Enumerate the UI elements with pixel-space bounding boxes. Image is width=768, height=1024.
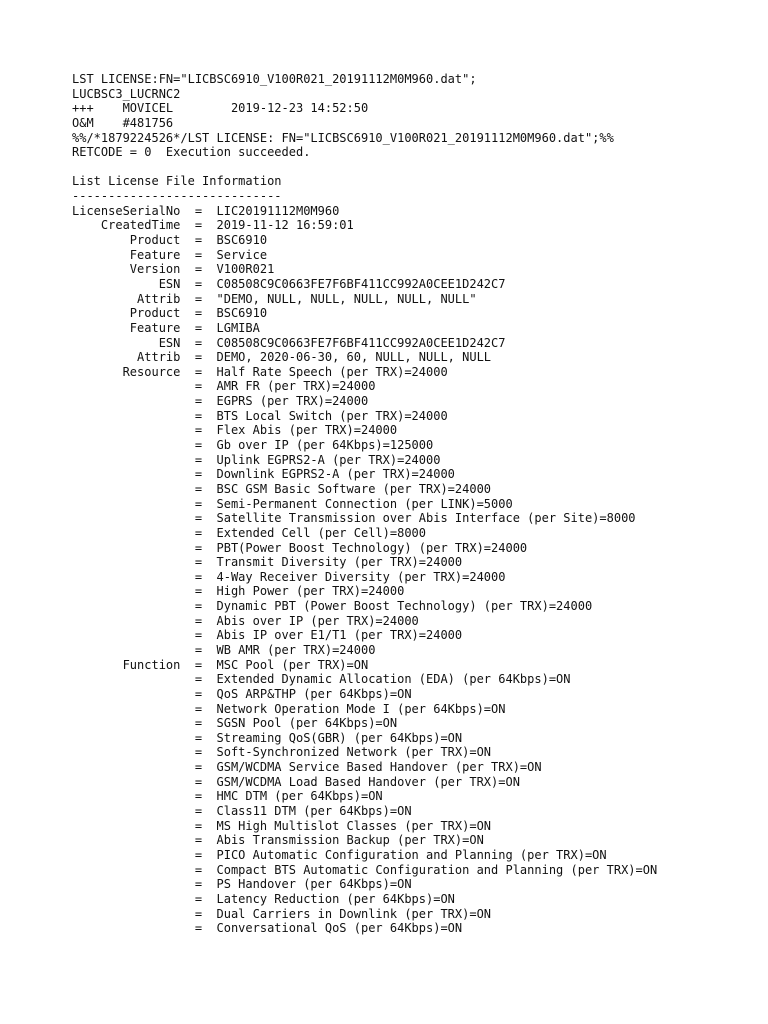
output-line: = Network Operation Mode I (per 64Kbps)=ON bbox=[72, 701, 506, 716]
report-header: +++ MOVICEL 2019-12-23 14:52:50 bbox=[72, 101, 369, 116]
output-line: = Latency Reduction (per 64Kbps)=ON bbox=[72, 891, 455, 906]
output-line: = Dual Carriers in Downlink (per TRX)=ON bbox=[72, 906, 492, 921]
output-line: = BTS Local Switch (per TRX)=24000 bbox=[72, 408, 448, 423]
output-line: = Abis IP over E1/T1 (per TRX)=24000 bbox=[72, 628, 463, 643]
output-line: = Compact BTS Automatic Configuration and Planning (per TRX)=ON bbox=[72, 862, 658, 877]
output-line: = Gb over IP (per 64Kbps)=125000 bbox=[72, 438, 434, 453]
output-line: Feature = Service bbox=[72, 247, 268, 262]
output-line: = HMC DTM (per 64Kbps)=ON bbox=[72, 789, 383, 804]
section-rule: ----------------------------- bbox=[72, 189, 282, 204]
output-line: Resource = Half Rate Speech (per TRX)=24000 bbox=[72, 364, 448, 379]
output-line: Feature = LGMIBA bbox=[72, 320, 260, 335]
output-line: = Abis Transmission Backup (per TRX)=ON bbox=[72, 833, 484, 848]
ne-name: LUCBSC3_LUCRNC2 bbox=[72, 86, 181, 101]
om-id: O&M #481756 bbox=[72, 115, 174, 130]
output-line: = Satellite Transmission over Abis Interface (per Site)=8000 bbox=[72, 511, 636, 526]
output-line: = Class11 DTM (per 64Kbps)=ON bbox=[72, 804, 412, 819]
output-line: LicenseSerialNo = LIC20191112M0M960 bbox=[72, 203, 340, 218]
output-line: = Semi-Permanent Connection (per LINK)=5000 bbox=[72, 496, 513, 511]
output-line: Product = BSC6910 bbox=[72, 306, 268, 321]
output-line: ESN = C08508C9C0663FE7F6BF411CC992A0CEE1D242C7 bbox=[72, 276, 506, 291]
output-line: = Flex Abis (per TRX)=24000 bbox=[72, 423, 398, 438]
output-line: = Soft-Synchronized Network (per TRX)=ON bbox=[72, 745, 492, 760]
output-line: Function = MSC Pool (per TRX)=ON bbox=[72, 657, 369, 672]
output-line: = Conversational QoS (per 64Kbps)=ON bbox=[72, 921, 463, 936]
license-fields bbox=[72, 204, 657, 936]
output-line: = PBT(Power Boost Technology) (per TRX)=24000 bbox=[72, 540, 528, 555]
output-line: = Extended Cell (per Cell)=8000 bbox=[72, 525, 427, 540]
output-line: = GSM/WCDMA Load Based Handover (per TRX)=ON bbox=[72, 774, 520, 789]
blank-line bbox=[72, 160, 657, 175]
output-line: Attrib = DEMO, 2020-06-30, 60, NULL, NULL, NULL bbox=[72, 350, 492, 365]
output-line: = AMR FR (per TRX)=24000 bbox=[72, 379, 376, 394]
output-line: Version = V100R021 bbox=[72, 262, 275, 277]
output-line: = MS High Multislot Classes (per TRX)=ON bbox=[72, 818, 492, 833]
output-line: = PICO Automatic Configuration and Planning (per TRX)=ON bbox=[72, 847, 607, 862]
output-line: = QoS ARP&THP (per 64Kbps)=ON bbox=[72, 686, 412, 701]
output-line: = EGPRS (per TRX)=24000 bbox=[72, 394, 369, 409]
output-line: = Abis over IP (per TRX)=24000 bbox=[72, 613, 419, 628]
output-line: = WB AMR (per TRX)=24000 bbox=[72, 642, 376, 657]
retcode: RETCODE = 0 Execution succeeded. bbox=[72, 145, 311, 160]
output-line: = Streaming QoS(GBR) (per 64Kbps)=ON bbox=[72, 730, 463, 745]
command-output bbox=[72, 72, 657, 936]
output-line: = BSC GSM Basic Software (per TRX)=24000 bbox=[72, 481, 492, 496]
output-line: Product = BSC6910 bbox=[72, 233, 268, 248]
output-line: Attrib = "DEMO, NULL, NULL, NULL, NULL, NULL" bbox=[72, 291, 477, 306]
output-line: = Extended Dynamic Allocation (EDA) (per 64Kbps)=ON bbox=[72, 672, 571, 687]
output-line: = SGSN Pool (per 64Kbps)=ON bbox=[72, 716, 398, 731]
section-title: List License File Information bbox=[72, 174, 282, 189]
command-echo: %%/*1879224526*/LST LICENSE: FN="LICBSC6910_V100R021_20191112M0M960.dat";%% bbox=[72, 130, 614, 145]
output-line: = Transmit Diversity (per TRX)=24000 bbox=[72, 555, 463, 570]
output-line: CreatedTime = 2019-11-12 16:59:01 bbox=[72, 218, 354, 233]
command-line: LST LICENSE:FN="LICBSC6910_V100R021_20191112M0M960.dat"; bbox=[72, 72, 477, 86]
output-line: = Downlink EGPRS2-A (per TRX)=24000 bbox=[72, 467, 455, 482]
output-line: ESN = C08508C9C0663FE7F6BF411CC992A0CEE1D242C7 bbox=[72, 335, 506, 350]
output-line: = GSM/WCDMA Service Based Handover (per TRX)=ON bbox=[72, 760, 542, 775]
output-line: = 4-Way Receiver Diversity (per TRX)=24000 bbox=[72, 569, 506, 584]
output-line: = High Power (per TRX)=24000 bbox=[72, 584, 405, 599]
output-line: = PS Handover (per 64Kbps)=ON bbox=[72, 877, 412, 892]
output-line: = Dynamic PBT (Power Boost Technology) (per TRX)=24000 bbox=[72, 599, 593, 614]
output-line: = Uplink EGPRS2-A (per TRX)=24000 bbox=[72, 452, 441, 467]
